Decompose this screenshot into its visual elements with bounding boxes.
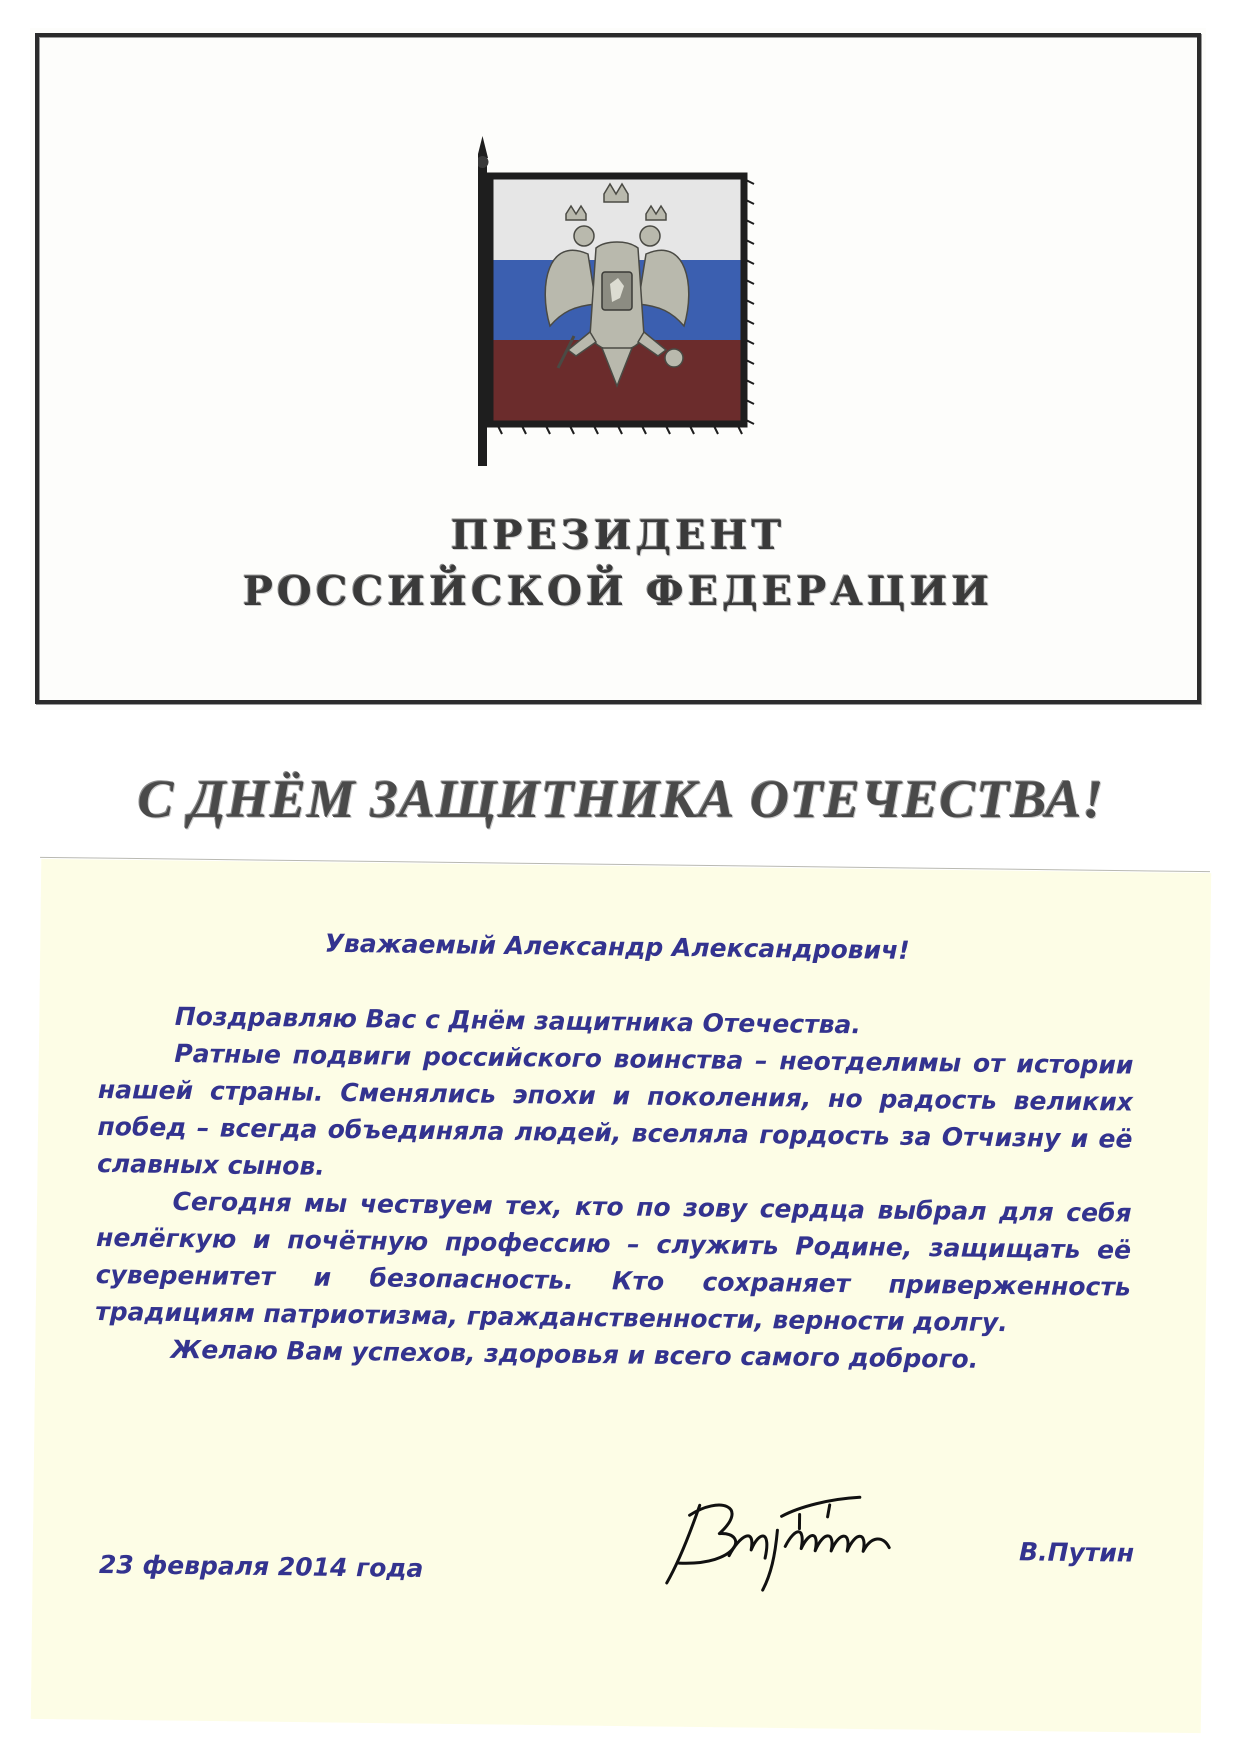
russian-flag-with-coat-of-arms-icon: [478, 136, 788, 466]
signature-row: [98, 1478, 1135, 1621]
salutation: Уважаемый Александр Александрович!: [324, 928, 910, 965]
signer-name: В.Путин: [1018, 1537, 1135, 1568]
president-title-line1: ПРЕЗИДЕНТ: [450, 512, 786, 559]
greeting-card-cover: [30, 28, 1206, 710]
president-title: [30, 508, 1206, 620]
headline: С ДНЁМ ЗАЩИТНИКА ОТЕЧЕСТВА!: [137, 769, 1105, 829]
paragraph-1: Поздравляю Вас с Днём защитника Отечества.: [174, 1001, 862, 1040]
paragraph-4: Желаю Вам успехов, здоровья и всего самого доброго.: [170, 1334, 979, 1374]
letter-body: [95, 922, 1135, 1380]
flag-emblem: [478, 136, 788, 466]
paragraph-3: Сегодня мы чествуем тех, кто по зову сердца выбрал для себя нелёгкую и почётную профессию – служить Родине, защищать её суверенитет и безопасность. Кто сохраняет приверженность традициям патриотизма, гражданственности, верности долгу.: [95, 1186, 1132, 1338]
handwritten-signature: [659, 1485, 960, 1599]
paragraph-2: Ратные подвиги российского воинства – неотделимы от истории нашей страны. Сменялись эпохи и поколения, но радость великих побед – всегда объединяла людей, вселяла гордость за Отчизну и её славных сынов.: [96, 1038, 1134, 1181]
letter-date: 23 февраля 2014 года: [98, 1549, 424, 1583]
president-title-line2: РОССИЙСКОЙ ФЕДЕРАЦИИ: [242, 568, 994, 615]
